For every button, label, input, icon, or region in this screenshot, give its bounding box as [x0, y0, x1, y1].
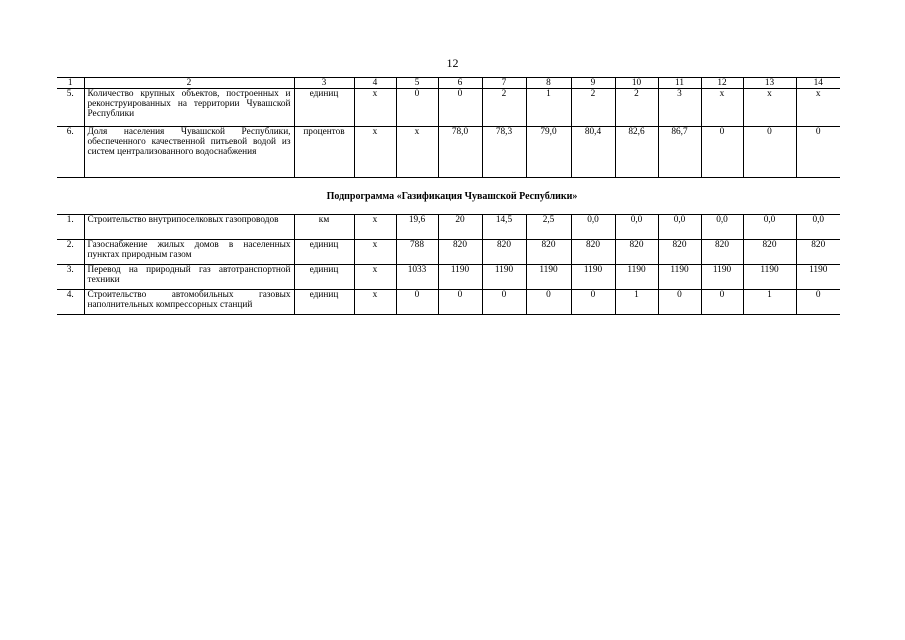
value-cell: 1190	[438, 265, 482, 290]
value-cell: 1190	[482, 265, 526, 290]
value-cell: x	[354, 290, 396, 315]
value-cell: x	[354, 265, 396, 290]
table-row	[57, 265, 840, 290]
table-row	[57, 127, 840, 178]
value-cell: 80,4	[571, 127, 615, 178]
value-cell: 820	[743, 240, 796, 265]
unit-cell: единиц	[294, 89, 354, 127]
table-row	[57, 290, 840, 315]
indicator-name: Строительство внутрипоселковых газопроводов	[84, 215, 294, 240]
value-cell: 0	[438, 290, 482, 315]
header-cell: 1	[57, 78, 84, 89]
value-cell: 0	[396, 89, 438, 127]
value-cell: x	[743, 89, 796, 127]
value-cell: 0	[796, 127, 840, 178]
header-cell: 8	[526, 78, 571, 89]
value-cell: 1033	[396, 265, 438, 290]
value-cell: 1	[743, 290, 796, 315]
subprogram-title: Подпрограмма «Газификация Чувашской Республики»	[326, 191, 578, 202]
value-cell: 2	[615, 89, 658, 127]
indicators-table-gasification	[57, 214, 840, 315]
value-cell: x	[354, 127, 396, 178]
header-cell: 12	[701, 78, 743, 89]
header-cell: 14	[796, 78, 840, 89]
table-row	[57, 215, 840, 240]
value-cell: 820	[526, 240, 571, 265]
value-cell: 2	[571, 89, 615, 127]
unit-cell: км	[294, 215, 354, 240]
unit-cell: процентов	[294, 127, 354, 178]
header-cell: 9	[571, 78, 615, 89]
value-cell: 79,0	[526, 127, 571, 178]
row-number: 2.	[57, 240, 84, 265]
value-cell: 1190	[615, 265, 658, 290]
indicator-name: Строительство автомобильных газовых наполнительных компрессорных станций	[84, 290, 294, 315]
row-number: 4.	[57, 290, 84, 315]
value-cell: 0	[743, 127, 796, 178]
row-number: 5.	[57, 89, 84, 127]
row-number: 3.	[57, 265, 84, 290]
header-cell: 11	[658, 78, 701, 89]
indicators-table-top	[57, 77, 840, 178]
value-cell: 0	[482, 290, 526, 315]
value-cell: 0	[701, 290, 743, 315]
header-cell: 4	[354, 78, 396, 89]
unit-cell: единиц	[294, 240, 354, 265]
indicator-name: Перевод на природный газ автотранспортной техники	[84, 265, 294, 290]
header-cell: 3	[294, 78, 354, 89]
value-cell: 820	[658, 240, 701, 265]
value-cell: 86,7	[658, 127, 701, 178]
value-cell: 0	[796, 290, 840, 315]
header-cell: 7	[482, 78, 526, 89]
value-cell: 3	[658, 89, 701, 127]
header-cell: 13	[743, 78, 796, 89]
header-cell: 5	[396, 78, 438, 89]
table-row	[57, 89, 840, 127]
table-row	[57, 240, 840, 265]
value-cell: 0,0	[658, 215, 701, 240]
value-cell: 0	[396, 290, 438, 315]
value-cell: 0,0	[796, 215, 840, 240]
value-cell: 0,0	[743, 215, 796, 240]
value-cell: 0	[526, 290, 571, 315]
value-cell: 2,5	[526, 215, 571, 240]
value-cell: 20	[438, 215, 482, 240]
value-cell: 1190	[526, 265, 571, 290]
value-cell: x	[354, 215, 396, 240]
value-cell: 0,0	[615, 215, 658, 240]
value-cell: 0	[571, 290, 615, 315]
value-cell: 1190	[796, 265, 840, 290]
indicator-name: Количество крупных объектов, построенных и реконструированных на территории Чувашской Республики	[84, 89, 294, 127]
value-cell: 1	[526, 89, 571, 127]
value-cell: x	[354, 89, 396, 127]
header-cell: 2	[84, 78, 294, 89]
header-row	[57, 78, 840, 89]
value-cell: 788	[396, 240, 438, 265]
value-cell: 1190	[571, 265, 615, 290]
value-cell: 0	[438, 89, 482, 127]
value-cell: 0	[701, 127, 743, 178]
value-cell: 820	[438, 240, 482, 265]
value-cell: 1	[615, 290, 658, 315]
indicator-name: Доля населения Чувашской Республики, обеспеченного качественной питьевой водой из систем централизованного водоснабжения	[84, 127, 294, 178]
value-cell: 0,0	[571, 215, 615, 240]
value-cell: 820	[482, 240, 526, 265]
value-cell: 820	[615, 240, 658, 265]
value-cell: 19,6	[396, 215, 438, 240]
header-cell: 6	[438, 78, 482, 89]
value-cell: 0,0	[701, 215, 743, 240]
value-cell: x	[796, 89, 840, 127]
value-cell: 78,3	[482, 127, 526, 178]
value-cell: x	[396, 127, 438, 178]
row-number: 1.	[57, 215, 84, 240]
value-cell: 14,5	[482, 215, 526, 240]
value-cell: 820	[571, 240, 615, 265]
page-number: 12	[446, 56, 459, 70]
value-cell: 0	[658, 290, 701, 315]
value-cell: 1190	[658, 265, 701, 290]
indicator-name: Газоснабжение жилых домов в населенных пунктах природным газом	[84, 240, 294, 265]
value-cell: 1190	[701, 265, 743, 290]
value-cell: 82,6	[615, 127, 658, 178]
value-cell: 820	[796, 240, 840, 265]
value-cell: x	[701, 89, 743, 127]
value-cell: 78,0	[438, 127, 482, 178]
value-cell: 820	[701, 240, 743, 265]
unit-cell: единиц	[294, 265, 354, 290]
header-cell: 10	[615, 78, 658, 89]
row-number: 6.	[57, 127, 84, 178]
unit-cell: единиц	[294, 290, 354, 315]
value-cell: 1190	[743, 265, 796, 290]
value-cell: x	[354, 240, 396, 265]
value-cell: 2	[482, 89, 526, 127]
